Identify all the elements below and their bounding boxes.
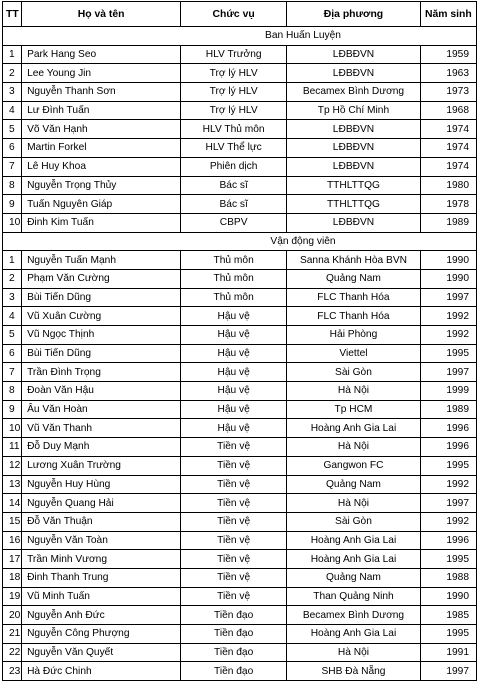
cell-name: Lê Huy Khoa xyxy=(22,157,181,176)
cell-tt: 5 xyxy=(3,326,22,345)
cell-tt: 23 xyxy=(3,662,22,681)
cell-role: Bác sĩ xyxy=(181,195,287,214)
cell-year: 1959 xyxy=(420,45,476,64)
cell-place: Quảng Nam xyxy=(287,568,421,587)
table-row xyxy=(3,213,477,232)
cell-tt: 17 xyxy=(3,550,22,569)
cell-place: Hà Nội xyxy=(287,494,421,513)
cell-name: Trần Minh Vương xyxy=(22,550,181,569)
cell-role: Tiền vệ xyxy=(181,438,287,457)
cell-name: Đỗ Duy Mạnh xyxy=(22,438,181,457)
table-row xyxy=(3,45,477,64)
cell-year: 1996 xyxy=(420,438,476,457)
table-row xyxy=(3,363,477,382)
cell-tt: 1 xyxy=(3,251,22,270)
table-row xyxy=(3,157,477,176)
cell-place: Tp Hồ Chí Minh xyxy=(287,101,421,120)
table-row xyxy=(3,512,477,531)
cell-name: Hà Đức Chinh xyxy=(22,662,181,681)
cell-tt: 1 xyxy=(3,45,22,64)
cell-role: Bác sĩ xyxy=(181,176,287,195)
cell-tt: 3 xyxy=(3,288,22,307)
header-name: Họ và tên xyxy=(22,2,181,27)
cell-name: Đinh Thanh Trung xyxy=(22,568,181,587)
cell-name: Nguyễn Trọng Thủy xyxy=(22,176,181,195)
cell-tt: 4 xyxy=(3,101,22,120)
cell-year: 1997 xyxy=(420,494,476,513)
cell-place: Sài Gòn xyxy=(287,512,421,531)
cell-place: Quảng Nam xyxy=(287,269,421,288)
cell-tt: 8 xyxy=(3,176,22,195)
cell-tt: 16 xyxy=(3,531,22,550)
cell-tt: 5 xyxy=(3,120,22,139)
cell-name: Đỗ Văn Thuận xyxy=(22,512,181,531)
cell-name: Phạm Văn Cường xyxy=(22,269,181,288)
cell-role: Thủ môn xyxy=(181,269,287,288)
table-row xyxy=(3,195,477,214)
roster-body xyxy=(3,27,477,681)
cell-year: 1963 xyxy=(420,64,476,83)
cell-year: 1999 xyxy=(420,382,476,401)
cell-role: Tiền vệ xyxy=(181,512,287,531)
section-title: Vận động viên xyxy=(3,232,477,251)
cell-name: Nguyễn Thanh Sơn xyxy=(22,83,181,102)
cell-place: LĐBĐVN xyxy=(287,157,421,176)
cell-place: FLC Thanh Hóa xyxy=(287,288,421,307)
cell-year: 1974 xyxy=(420,157,476,176)
cell-place: Hà Nội xyxy=(287,438,421,457)
cell-tt: 12 xyxy=(3,456,22,475)
table-row xyxy=(3,568,477,587)
cell-name: Nguyễn Văn Toàn xyxy=(22,531,181,550)
cell-role: Hậu vệ xyxy=(181,344,287,363)
cell-place: LĐBĐVN xyxy=(287,120,421,139)
cell-place: Tp HCM xyxy=(287,400,421,419)
cell-name: Võ Văn Hạnh xyxy=(22,120,181,139)
cell-name: Đinh Kim Tuấn xyxy=(22,213,181,232)
table-row xyxy=(3,587,477,606)
cell-name: Vũ Ngọc Thịnh xyxy=(22,326,181,345)
cell-role: Trợ lý HLV xyxy=(181,101,287,120)
cell-place: Than Quảng Ninh xyxy=(287,587,421,606)
cell-year: 1990 xyxy=(420,251,476,270)
cell-place: Quảng Nam xyxy=(287,475,421,494)
header-row xyxy=(3,2,477,27)
cell-role: Hậu vệ xyxy=(181,419,287,438)
header-role: Chức vụ xyxy=(181,2,287,27)
cell-name: Tuấn Nguyên Giáp xyxy=(22,195,181,214)
cell-tt: 19 xyxy=(3,587,22,606)
cell-role: Hậu vệ xyxy=(181,382,287,401)
cell-place: Hoàng Anh Gia Lai xyxy=(287,531,421,550)
cell-place: Becamex Bình Dương xyxy=(287,606,421,625)
cell-name: Martin Forkel xyxy=(22,139,181,158)
cell-place: Becamex Bình Dương xyxy=(287,83,421,102)
cell-role: Tiền đạo xyxy=(181,606,287,625)
cell-tt: 9 xyxy=(3,195,22,214)
cell-place: LĐBĐVN xyxy=(287,64,421,83)
cell-role: Tiền vệ xyxy=(181,531,287,550)
cell-year: 1992 xyxy=(420,326,476,345)
cell-year: 1974 xyxy=(420,139,476,158)
cell-name: Vũ Minh Tuấn xyxy=(22,587,181,606)
cell-tt: 7 xyxy=(3,363,22,382)
section-header-row xyxy=(3,27,477,46)
cell-tt: 11 xyxy=(3,438,22,457)
cell-place: Hoàng Anh Gia Lai xyxy=(287,625,421,644)
cell-role: Tiền vệ xyxy=(181,494,287,513)
section-header-row xyxy=(3,232,477,251)
table-row xyxy=(3,494,477,513)
cell-tt: 20 xyxy=(3,606,22,625)
table-row xyxy=(3,400,477,419)
cell-year: 1989 xyxy=(420,400,476,419)
header-year: Năm sinh xyxy=(420,2,476,27)
cell-role: HLV Thủ môn xyxy=(181,120,287,139)
cell-year: 1997 xyxy=(420,363,476,382)
cell-name: Nguyễn Văn Quyết xyxy=(22,643,181,662)
cell-year: 1992 xyxy=(420,307,476,326)
table-row xyxy=(3,251,477,270)
cell-year: 1996 xyxy=(420,531,476,550)
cell-year: 1989 xyxy=(420,213,476,232)
cell-role: Hậu vệ xyxy=(181,363,287,382)
cell-year: 1992 xyxy=(420,475,476,494)
cell-tt: 15 xyxy=(3,512,22,531)
cell-role: Tiền vệ xyxy=(181,550,287,569)
cell-tt: 3 xyxy=(3,83,22,102)
cell-role: Trợ lý HLV xyxy=(181,83,287,102)
cell-tt: 2 xyxy=(3,64,22,83)
cell-tt: 10 xyxy=(3,419,22,438)
table-row xyxy=(3,344,477,363)
cell-year: 1973 xyxy=(420,83,476,102)
cell-year: 1978 xyxy=(420,195,476,214)
cell-year: 1995 xyxy=(420,344,476,363)
cell-role: Tiền vệ xyxy=(181,568,287,587)
cell-tt: 2 xyxy=(3,269,22,288)
cell-role: Hậu vệ xyxy=(181,326,287,345)
cell-year: 1980 xyxy=(420,176,476,195)
cell-year: 1985 xyxy=(420,606,476,625)
cell-place: Hải Phòng xyxy=(287,326,421,345)
cell-place: TTHLTTQG xyxy=(287,176,421,195)
cell-name: Đoàn Văn Hậu xyxy=(22,382,181,401)
cell-tt: 4 xyxy=(3,307,22,326)
cell-name: Lee Young Jin xyxy=(22,64,181,83)
cell-name: Nguyễn Công Phượng xyxy=(22,625,181,644)
table-row xyxy=(3,625,477,644)
cell-year: 1997 xyxy=(420,662,476,681)
table-row xyxy=(3,83,477,102)
cell-role: Tiền vệ xyxy=(181,587,287,606)
cell-role: Tiền đạo xyxy=(181,643,287,662)
cell-name: Lương Xuân Trường xyxy=(22,456,181,475)
table-row xyxy=(3,269,477,288)
cell-tt: 7 xyxy=(3,157,22,176)
cell-place: FLC Thanh Hóa xyxy=(287,307,421,326)
roster-table xyxy=(2,1,477,681)
cell-place: Viettel xyxy=(287,344,421,363)
cell-name: Bùi Tiến Dũng xyxy=(22,344,181,363)
table-row xyxy=(3,550,477,569)
table-row xyxy=(3,326,477,345)
cell-year: 1990 xyxy=(420,587,476,606)
cell-tt: 22 xyxy=(3,643,22,662)
table-row xyxy=(3,606,477,625)
table-row xyxy=(3,307,477,326)
cell-place: LĐBĐVN xyxy=(287,45,421,64)
table-row xyxy=(3,475,477,494)
cell-name: Nguyễn Anh Đức xyxy=(22,606,181,625)
cell-place: Sài Gòn xyxy=(287,363,421,382)
cell-year: 1990 xyxy=(420,269,476,288)
cell-year: 1995 xyxy=(420,456,476,475)
cell-place: LĐBĐVN xyxy=(287,139,421,158)
cell-year: 1992 xyxy=(420,512,476,531)
cell-role: Tiền đạo xyxy=(181,662,287,681)
cell-tt: 9 xyxy=(3,400,22,419)
cell-place: Sanna Khánh Hòa BVN xyxy=(287,251,421,270)
cell-place: Hoàng Anh Gia Lai xyxy=(287,550,421,569)
cell-place: SHB Đà Nẵng xyxy=(287,662,421,681)
cell-name: Âu Văn Hoàn xyxy=(22,400,181,419)
cell-role: Tiền đạo xyxy=(181,625,287,644)
cell-role: CBPV xyxy=(181,213,287,232)
cell-tt: 6 xyxy=(3,139,22,158)
table-row xyxy=(3,64,477,83)
header-tt: TT xyxy=(3,2,22,27)
cell-place: Hà Nội xyxy=(287,382,421,401)
table-row xyxy=(3,120,477,139)
cell-year: 1991 xyxy=(420,643,476,662)
cell-name: Nguyễn Huy Hùng xyxy=(22,475,181,494)
cell-year: 1996 xyxy=(420,419,476,438)
cell-year: 1995 xyxy=(420,625,476,644)
cell-role: Thủ môn xyxy=(181,288,287,307)
cell-tt: 10 xyxy=(3,213,22,232)
cell-name: Lư Đình Tuấn xyxy=(22,101,181,120)
section-title: Ban Huấn Luyện xyxy=(3,27,477,46)
cell-year: 1968 xyxy=(420,101,476,120)
cell-name: Vũ Xuân Cường xyxy=(22,307,181,326)
cell-name: Vũ Văn Thanh xyxy=(22,419,181,438)
cell-place: Hoàng Anh Gia Lai xyxy=(287,419,421,438)
cell-place: Hà Nội xyxy=(287,643,421,662)
table-row xyxy=(3,438,477,457)
cell-role: Thủ môn xyxy=(181,251,287,270)
cell-role: Tiền vệ xyxy=(181,475,287,494)
cell-tt: 21 xyxy=(3,625,22,644)
cell-role: HLV Thể lực xyxy=(181,139,287,158)
cell-year: 1997 xyxy=(420,288,476,307)
cell-tt: 18 xyxy=(3,568,22,587)
table-row xyxy=(3,139,477,158)
cell-name: Trần Đình Trọng xyxy=(22,363,181,382)
cell-year: 1988 xyxy=(420,568,476,587)
cell-year: 1995 xyxy=(420,550,476,569)
table-row xyxy=(3,288,477,307)
table-row xyxy=(3,101,477,120)
table-row xyxy=(3,419,477,438)
cell-name: Bùi Tiến Dũng xyxy=(22,288,181,307)
cell-name: Nguyễn Quang Hải xyxy=(22,494,181,513)
table-row xyxy=(3,456,477,475)
cell-tt: 13 xyxy=(3,475,22,494)
cell-role: Tiền vệ xyxy=(181,456,287,475)
cell-place: Gangwon FC xyxy=(287,456,421,475)
table-row xyxy=(3,176,477,195)
table-row xyxy=(3,643,477,662)
header-place: Địa phương xyxy=(287,2,421,27)
cell-year: 1974 xyxy=(420,120,476,139)
table-row xyxy=(3,662,477,681)
cell-tt: 8 xyxy=(3,382,22,401)
cell-name: Park Hang Seo xyxy=(22,45,181,64)
cell-role: Hậu vệ xyxy=(181,400,287,419)
cell-name: Nguyễn Tuấn Mạnh xyxy=(22,251,181,270)
cell-place: LĐBĐVN xyxy=(287,213,421,232)
cell-role: Trợ lý HLV xyxy=(181,64,287,83)
cell-place: TTHLTTQG xyxy=(287,195,421,214)
cell-role: Phiên dịch xyxy=(181,157,287,176)
cell-tt: 6 xyxy=(3,344,22,363)
cell-tt: 14 xyxy=(3,494,22,513)
cell-role: HLV Trưởng xyxy=(181,45,287,64)
cell-role: Hậu vệ xyxy=(181,307,287,326)
table-row xyxy=(3,382,477,401)
